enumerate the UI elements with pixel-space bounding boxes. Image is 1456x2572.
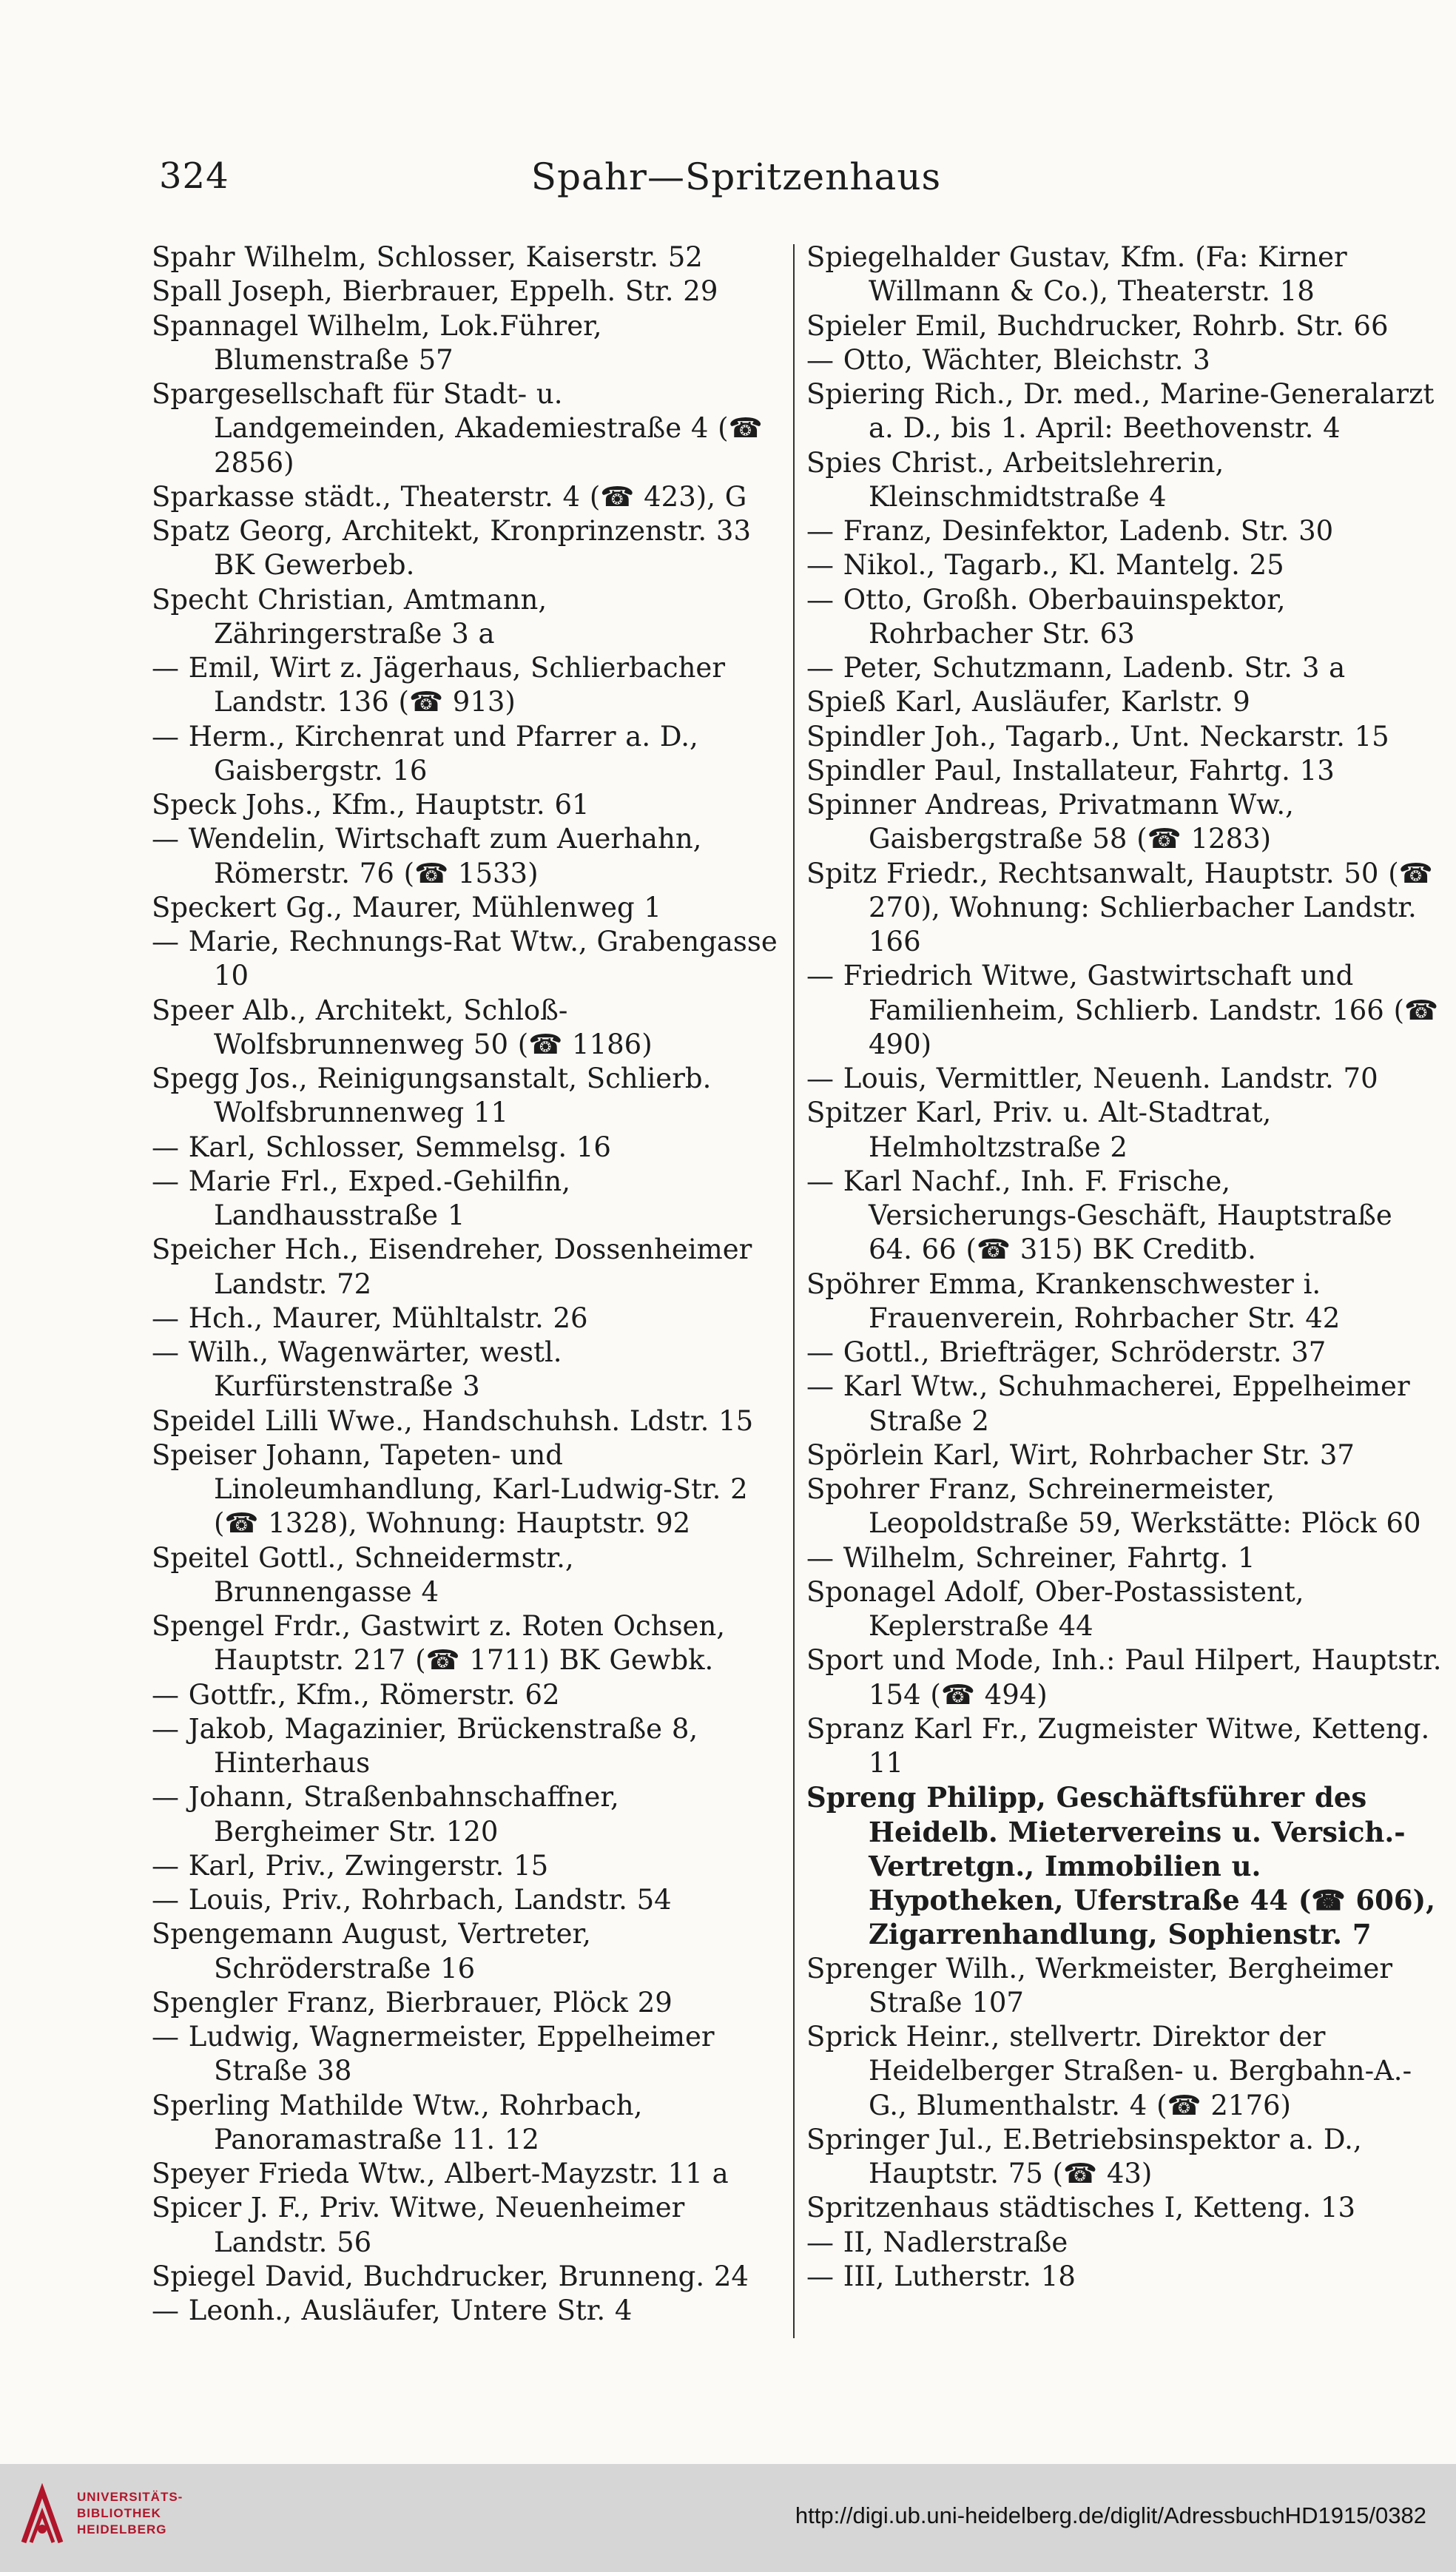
left-column — [152, 240, 781, 2328]
directory-entry: — Louis, Priv., Rohrbach, Landstr. 54 — [152, 1884, 672, 1916]
running-title: Spahr—Spritzenhaus — [530, 155, 942, 198]
directory-entry: — Marie, Rechnungs-Rat Wtw., Grabengasse 10 — [152, 926, 778, 992]
directory-entry: Speitel Gottl., Schneidermstr., Brunnengasse 4 — [152, 1541, 574, 1608]
directory-entry: — Wilhelm, Schreiner, Fahrtg. 1 — [806, 1541, 1256, 1574]
directory-entry: Spatz Georg, Architekt, Kronprinzenstr. 33 BK Gewerbeb. — [152, 515, 751, 582]
directory-entry: — III, Lutherstr. 18 — [806, 2260, 1076, 2292]
directory-entry: Speyer Frieda Wtw., Albert-Mayzstr. 11 a — [152, 2158, 729, 2189]
directory-entry: — Wilh., Wagenwärter, westl. Kurfürstenstraße 3 — [152, 1336, 562, 1403]
directory-entry: Sponagel Adolf, Ober-Postassistent, Keplerstraße 44 — [806, 1575, 1304, 1642]
library-logo[interactable] — [16, 2479, 183, 2560]
library-seal-icon — [16, 2483, 68, 2550]
directory-entry: — Franz, Desinfektor, Ladenb. Str. 30 — [806, 515, 1334, 547]
directory-entry: Spahr Wilhelm, Schlosser, Kaiserstr. 52 — [152, 241, 703, 273]
permalink-url[interactable]: http://digi.ub.uni-heidelberg.de/diglit/AdressbuchHD1915/0382 — [795, 2502, 1426, 2528]
directory-entry: — Peter, Schutzmann, Ladenb. Str. 3 a — [806, 652, 1346, 684]
directory-entry: — Karl, Priv., Zwingerstr. 15 — [152, 1849, 549, 1882]
directory-entry: Spiering Rich., Dr. med., Marine-Generalarzt a. D., bis 1. April: Beethovenstr. 4 — [806, 378, 1435, 445]
directory-entry: Sparkasse städt., Theaterstr. 4 (☎ 423), G — [152, 480, 747, 513]
directory-entry: Speidel Lilli Wwe., Handschuhsh. Ldstr. 15 — [152, 1404, 754, 1437]
directory-entry: — Nikol., Tagarb., Kl. Mantelg. 25 — [806, 549, 1284, 582]
directory-entry: Spindler Paul, Installateur, Fahrtg. 13 — [806, 754, 1335, 787]
directory-entry: Speer Alb., Architekt, Schloß-Wolfsbrunnenweg 50 (☎ 1186) — [152, 994, 653, 1060]
directory-entry: Spall Joseph, Bierbrauer, Eppelh. Str. 29 — [152, 275, 718, 308]
directory-entry: Sprick Heinr., stellvertr. Direktor der Heidelberger Straßen- u. Bergbahn-A.-G., Blumenthalstr. 4 (☎ 2176) — [806, 2021, 1412, 2121]
directory-entry: — Otto, Wächter, Bleichstr. 3 — [806, 343, 1210, 376]
directory-entry: Spitzer Karl, Priv. u. Alt-Stadtrat, Helmholtzstraße 2 — [806, 1097, 1272, 1163]
directory-entry: — Jakob, Magazinier, Brückenstraße 8, Hinterhaus — [152, 1712, 698, 1779]
directory-entry: — Johann, Straßenbahnschaffner, Bergheimer Str. 120 — [152, 1781, 619, 1848]
directory-entry: — Friedrich Witwe, Gastwirtschaft und Familienheim, Schlierb. Landstr. 166 (☎ 490) — [806, 960, 1439, 1060]
directory-entry: Spinner Andreas, Privatmann Ww., Gaisbergstraße 58 (☎ 1283) — [806, 789, 1294, 855]
directory-entry: Spitz Friedr., Rechtsanwalt, Hauptstr. 50 (☎ 270), Wohnung: Schlierbacher Landstr. 166 — [806, 857, 1433, 957]
right-column — [806, 240, 1443, 2294]
library-name-line: UNIVERSITÄTS- — [77, 2490, 183, 2504]
directory-entry: Springer Jul., E.Betriebsinspektor a. D., Hauptstr. 75 (☎ 43) — [806, 2123, 1362, 2189]
directory-entry: — Hch., Maurer, Mühltalstr. 26 — [152, 1302, 588, 1334]
directory-entry: Spranz Karl Fr., Zugmeister Witwe, Ketteng. 11 — [806, 1712, 1430, 1779]
directory-entry: Sport und Mode, Inh.: Paul Hilpert, Hauptstr. 154 (☎ 494) — [806, 1644, 1442, 1711]
directory-entry: Speck Johs., Kfm., Hauptstr. 61 — [152, 789, 590, 821]
directory-entry: Spreng Philipp, Geschäftsführer des Heidelb. Mietervereins u. Versich.-Vertretgn., Immobilien u. Hypotheken, Uferstraße 44 (☎ 606), Zigarrenhandlung, Sophienstr. 7 — [806, 1781, 1435, 1951]
directory-entry: Spengel Frdr., Gastwirt z. Roten Ochsen, Hauptstr. 217 (☎ 1711) BK Gewbk. — [152, 1610, 726, 1677]
directory-entry: Spannagel Wilhelm, Lok.Führer, Blumenstraße 57 — [152, 309, 602, 376]
directory-entry: — Louis, Vermittler, Neuenh. Landstr. 70 — [806, 1063, 1378, 1094]
directory-entry: — Karl Nachf., Inh. F. Frische, Versicherungs-Geschäft, Hauptstraße 64. 66 (☎ 315) BK Creditb. — [806, 1165, 1392, 1266]
footer-bar — [0, 2464, 1456, 2572]
directory-entry: — Emil, Wirt z. Jägerhaus, Schlierbacher Landstr. 136 (☎ 913) — [152, 652, 726, 718]
directory-entry: — Leonh., Ausläufer, Untere Str. 4 — [152, 2295, 633, 2326]
library-name-line: BIBLIOTHEK — [77, 2506, 161, 2520]
directory-entry: Sprenger Wilh., Werkmeister, Bergheimer Straße 107 — [806, 1952, 1393, 2019]
directory-entry: Speckert Gg., Maurer, Mühlenweg 1 — [152, 891, 661, 923]
directory-entry: Spieß Karl, Ausläufer, Karlstr. 9 — [806, 686, 1250, 718]
library-name — [77, 2489, 225, 2538]
page-number: 324 — [159, 155, 229, 197]
directory-entry: — Gottfr., Kfm., Römerstr. 62 — [152, 1678, 560, 1711]
directory-entry: Spritzenhaus städtisches I, Ketteng. 13 — [806, 2192, 1356, 2224]
page-header — [159, 155, 1313, 200]
directory-entry: Spörlein Karl, Wirt, Rohrbacher Str. 37 — [806, 1438, 1355, 1471]
directory-entry: Specht Christian, Amtmann, Zähringerstraße 3 a — [152, 583, 547, 650]
directory-entry: — Ludwig, Wagnermeister, Eppelheimer Straße 38 — [152, 2021, 715, 2087]
directory-entry: — Wendelin, Wirtschaft zum Auerhahn, Römerstr. 76 (☎ 1533) — [152, 823, 702, 889]
directory-entry: Spargesellschaft für Stadt- u. Landgemeinden, Akademiestraße 4 (☎ 2856) — [152, 378, 763, 479]
directory-entry: Spindler Joh., Tagarb., Unt. Neckarstr. 15 — [806, 720, 1389, 753]
directory-entry: Spegg Jos., Reinigungsanstalt, Schlierb. Wolfsbrunnenweg 11 — [152, 1063, 712, 1129]
directory-entry: — Gottl., Briefträger, Schröderstr. 37 — [806, 1336, 1327, 1368]
column-divider — [793, 244, 795, 2338]
directory-entry: Spohrer Franz, Schreinermeister, Leopoldstraße 59, Werkstätte: Plöck 60 — [806, 1473, 1421, 1540]
library-name-line: HEIDELBERG — [77, 2522, 167, 2536]
directory-entry: — II, Nadlerstraße — [806, 2226, 1068, 2258]
directory-entry: Spengemann August, Vertreter, Schröderstraße 16 — [152, 1918, 591, 1984]
directory-entry: — Karl, Schlosser, Semmelsg. 16 — [152, 1131, 611, 1163]
directory-entry: Spengler Franz, Bierbrauer, Plöck 29 — [152, 1986, 673, 2019]
directory-entry: Spicer J. F., Priv. Witwe, Neuenheimer Landstr. 56 — [152, 2192, 685, 2258]
directory-entry: — Otto, Großh. Oberbauinspektor, Rohrbacher Str. 63 — [806, 583, 1286, 650]
directory-entry: Spies Christ., Arbeitslehrerin, Kleinschmidtstraße 4 — [806, 446, 1224, 513]
directory-entry: Speicher Hch., Eisendreher, Dossenheimer Landstr. 72 — [152, 1233, 752, 1300]
directory-entry: Spiegel David, Buchdrucker, Brunneng. 24 — [152, 2260, 749, 2292]
directory-entry: — Marie Frl., Exped.-Gehilfin, Landhausstraße 1 — [152, 1165, 570, 1231]
directory-entry: Sperling Mathilde Wtw., Rohrbach, Panoramastraße 11. 12 — [152, 2089, 643, 2155]
directory-entry: Spieler Emil, Buchdrucker, Rohrb. Str. 66 — [806, 309, 1389, 342]
directory-entry: Spiegelhalder Gustav, Kfm. (Fa: Kirner Willmann & Co.), Theaterstr. 18 — [806, 241, 1347, 308]
directory-entry: Speiser Johann, Tapeten- und Linoleumhandlung, Karl-Ludwig-Str. 2 (☎ 1328), Wohnung: Hauptstr. 92 — [152, 1438, 748, 1540]
directory-entry: — Herm., Kirchenrat und Pfarrer a. D., Gaisbergstr. 16 — [152, 720, 698, 787]
directory-entry: Spöhrer Emma, Krankenschwester i. Frauenverein, Rohrbacher Str. 42 — [806, 1268, 1341, 1334]
directory-entry: — Karl Wtw., Schuhmacherei, Eppelheimer Straße 2 — [806, 1370, 1410, 1437]
